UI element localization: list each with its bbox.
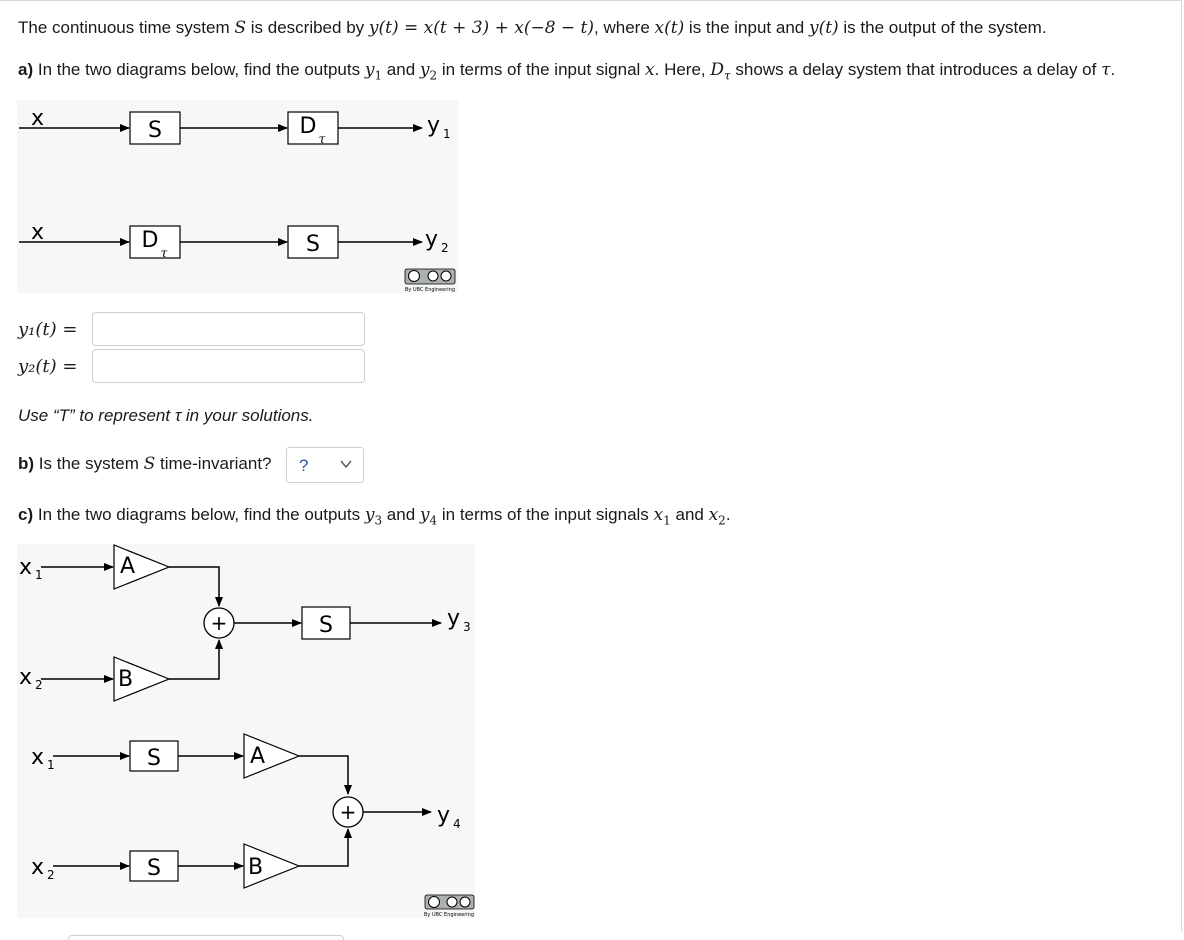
problem-statement xyxy=(18,18,1047,38)
intro-text-2: is described by xyxy=(246,18,369,37)
tau-notation-note: Use “T” to represent τ in your solutions. xyxy=(18,406,314,425)
intro-text-4: is the input and xyxy=(684,18,809,37)
d1-row1-delay-label: D xyxy=(299,114,317,139)
part-c-text-4: and xyxy=(670,505,709,524)
d1-row1-output-sub: 1 xyxy=(443,127,451,141)
x2-sub: 2 xyxy=(718,513,726,528)
d1-row2-delay-sub: τ xyxy=(160,246,168,260)
intro-text-1: The continuous time system xyxy=(18,18,235,37)
part-a-text-2: and xyxy=(382,60,420,79)
system-equation: y(t) = x(t + 3) + x(−8 − t) xyxy=(368,18,595,38)
d2-bot-output: y xyxy=(437,803,451,828)
tau-symbol: τ xyxy=(1101,60,1111,80)
block-diagram-1 xyxy=(17,100,458,293)
d2-top-summer-label: + xyxy=(210,611,228,635)
block-diagram-2 xyxy=(17,544,475,918)
input-symbol: x(t) xyxy=(654,18,685,38)
cc-license-icon xyxy=(405,269,455,284)
d2-bot-system-label-1: S xyxy=(147,746,161,771)
chevron-down-icon xyxy=(339,457,353,471)
d2-top-path-b xyxy=(169,640,219,679)
x1-sub: 1 xyxy=(663,513,671,528)
d1-row1-output: y xyxy=(427,113,441,138)
d2-bot-input1: x xyxy=(31,745,45,770)
y1-answer-input[interactable] xyxy=(92,312,365,346)
d2-top-input1-sub: 1 xyxy=(35,568,43,582)
d2-bot-gain-b-label: B xyxy=(248,855,264,880)
part-b-label: b) xyxy=(18,454,35,473)
d1-row2-system-label: S xyxy=(306,232,320,257)
d2-top-gain-a-label: A xyxy=(120,554,136,579)
d2-top-output: y xyxy=(447,606,461,631)
y2-answer-input[interactable] xyxy=(92,349,365,383)
d2-bot-input2-sub: 2 xyxy=(47,868,55,882)
part-a-label: a) xyxy=(18,60,34,79)
d2-top-gain-b-label: B xyxy=(118,667,134,692)
d2-bot-summer-label: + xyxy=(339,800,357,824)
d2-bot-input1-sub: 1 xyxy=(47,758,55,772)
part-a-prompt xyxy=(18,60,1115,82)
d2-top-input2-sub: 2 xyxy=(35,678,43,692)
d2-top-path-a xyxy=(169,567,219,606)
y2-sub: 2 xyxy=(429,68,438,83)
time-invariant-select-value: ? xyxy=(299,456,309,475)
part-b-text-2: time-invariant? xyxy=(155,454,272,473)
part-c-label: c) xyxy=(18,505,34,524)
d2-bot-path-b xyxy=(299,829,348,866)
d2-bot-input2: x xyxy=(31,855,45,880)
part-c-prompt xyxy=(18,505,731,527)
d1-row2-output: y xyxy=(425,227,439,252)
d2-bot-system-label-2: S xyxy=(147,856,161,881)
part-c-text-5: . xyxy=(725,505,731,524)
d2-top-output-sub: 3 xyxy=(463,620,471,634)
x2-symbol: x xyxy=(708,505,719,525)
time-invariant-select[interactable] xyxy=(286,447,364,483)
d1-row1-delay-sub: τ xyxy=(318,132,326,146)
d2-bot-gain-a-label: A xyxy=(250,744,266,769)
part-a-text-4: . Here, xyxy=(654,60,711,79)
cc-license-icon xyxy=(425,895,474,909)
d2-top-input2: x xyxy=(19,665,33,690)
y1-symbol: y xyxy=(364,60,375,80)
part-c-text-1: In the two diagrams below, find the outputs xyxy=(33,505,365,524)
part-a-text-3: in terms of the input signal xyxy=(437,60,646,79)
d1-row2-delay-label: D xyxy=(141,228,159,253)
d1-row2-input: x xyxy=(31,220,45,245)
part-a-text-1: In the two diagrams below, find the outputs xyxy=(33,60,365,79)
output-symbol: y(t) xyxy=(808,18,839,38)
y4-symbol: y xyxy=(419,505,430,525)
x-symbol: x xyxy=(645,60,655,80)
part-c-text-2: and xyxy=(382,505,420,524)
d2-top-system-label: S xyxy=(319,613,333,638)
d2-bot-output-sub: 4 xyxy=(453,817,461,831)
y1-sub: 1 xyxy=(374,68,383,83)
intro-text-5: is the output of the system. xyxy=(838,18,1047,37)
d1-row1-system-label: S xyxy=(148,118,162,143)
block-diagram-2-svg xyxy=(17,544,475,918)
part-c-text-3: in terms of the input signals xyxy=(437,505,654,524)
part-a-text-6: . xyxy=(1110,60,1116,79)
delay-sub: τ xyxy=(724,68,731,83)
part-b-text-1: Is the system xyxy=(34,454,144,473)
delay-symbol: D xyxy=(710,60,725,80)
block-diagram-1-svg xyxy=(17,100,458,293)
y1-answer-label: y₁(t) = xyxy=(18,319,78,340)
d1-credit: By UBC Engineering xyxy=(404,287,456,293)
d2-top-input1: x xyxy=(19,555,33,580)
intro-text-3: , where xyxy=(594,18,655,37)
d2-credit: By UBC Engineering xyxy=(423,912,475,918)
d1-row1-input: x xyxy=(31,106,45,131)
d2-bot-path-a xyxy=(299,756,348,794)
y3-symbol: y xyxy=(364,505,375,525)
y2-symbol: y xyxy=(419,60,430,80)
x1-symbol: x xyxy=(653,505,664,525)
d1-row2-output-sub: 2 xyxy=(441,241,449,255)
part-b-system-symbol: S xyxy=(143,454,156,474)
y3-sub: 3 xyxy=(374,513,383,528)
y4-sub: 4 xyxy=(429,513,438,528)
y2-answer-label: y₂(t) = xyxy=(18,356,78,377)
part-b-prompt xyxy=(18,454,272,474)
part-a-text-5: shows a delay system that introduces a delay of xyxy=(730,60,1102,79)
intro-system-symbol: S xyxy=(234,18,247,38)
